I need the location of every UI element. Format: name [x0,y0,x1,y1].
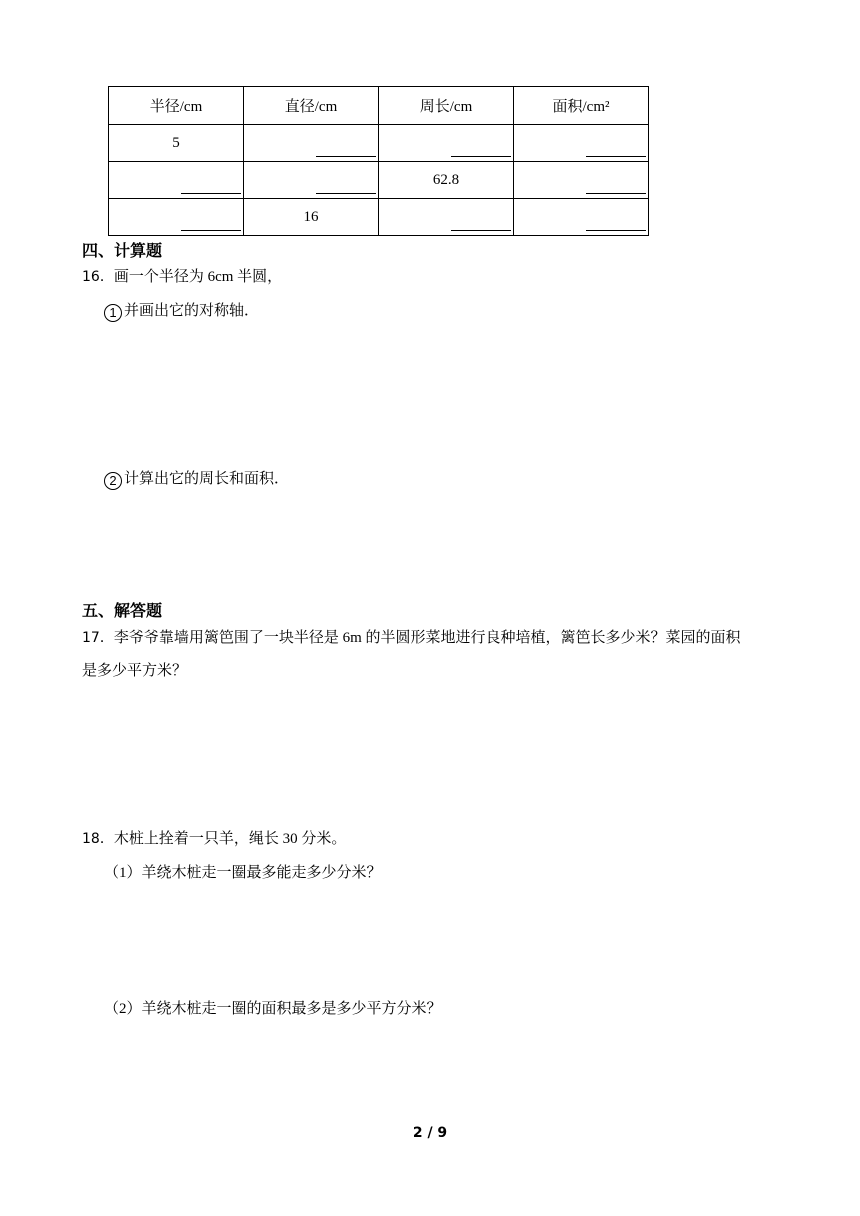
question-16-part-2 [104,469,289,490]
answer-blank-cell[interactable] [109,162,244,199]
table-row [109,125,649,162]
answer-blank [586,156,646,157]
circled-number-1: 1 [104,304,122,322]
question-number: 17． [82,630,114,646]
table-cell: 16 [244,199,379,236]
answer-blank [451,230,511,231]
answer-blank [451,156,511,157]
answer-blank-cell[interactable] [514,199,649,236]
header-radius: 半径/cm [109,87,244,125]
section-title-calculation: 四、计算题 [82,241,163,260]
table-row [109,199,649,236]
answer-blank [181,230,241,231]
question-text-line-2: 是多少平方米？ [82,663,188,679]
answer-blank [586,193,646,194]
answer-blank-cell[interactable] [514,162,649,199]
answer-blank-cell[interactable] [379,125,514,162]
table-header-row [109,87,649,125]
question-number: 18． [82,831,114,847]
answer-blank [586,230,646,231]
question-text: 木桩上拴着一只羊，绳长 30 分米。 [113,831,347,847]
question-17 [82,628,802,681]
answer-blank [316,156,376,157]
circle-data-table [108,86,649,236]
question-text: 计算出它的周长和面积． [124,471,290,487]
question-16 [82,267,282,287]
answer-blank-cell[interactable] [514,125,649,162]
table-cell: 5 [109,125,244,162]
question-text-line-1: 李爷爷靠墙用篱笆围了一块半径是 6m 的半圆形菜地进行良种培植，篱笆长多少米？菜园的面积 [113,630,741,646]
answer-blank [316,193,376,194]
answer-blank-cell[interactable] [109,199,244,236]
question-number: 16． [82,269,114,285]
question-18-part-2: （2）羊绕木桩走一圈的面积最多是多少平方分米？ [104,1001,442,1017]
table-row [109,162,649,199]
header-area: 面积/cm² [514,87,649,125]
section-title-answer: 五、解答题 [82,601,163,620]
page-number: 2 / 9 [412,1125,448,1141]
answer-blank-cell[interactable] [379,199,514,236]
question-text: 并画出它的对称轴． [124,303,260,319]
circled-number-2: 2 [104,472,122,490]
question-18-part-1: （1）羊绕木桩走一圈最多能走多少分米？ [104,865,382,881]
question-text: 画一个半径为 6cm 半圆， [113,269,283,285]
table-cell: 62.8 [379,162,514,199]
question-16-part-1 [104,301,259,322]
answer-blank-cell[interactable] [244,125,379,162]
question-18 [82,829,346,849]
answer-blank [181,193,241,194]
header-circumference: 周长/cm [379,87,514,125]
answer-blank-cell[interactable] [244,162,379,199]
header-diameter: 直径/cm [244,87,379,125]
